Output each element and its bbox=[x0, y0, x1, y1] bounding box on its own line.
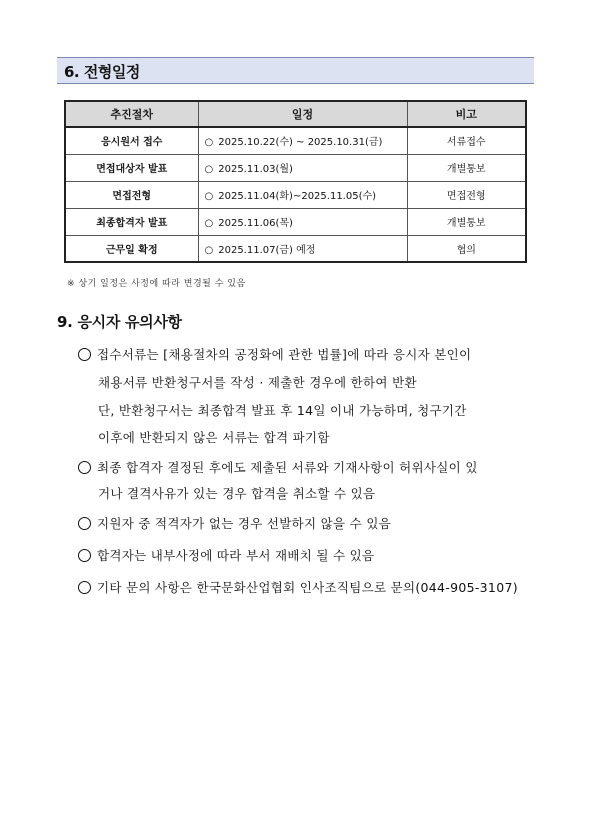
row-date bbox=[198, 127, 407, 154]
table-header-row bbox=[65, 101, 526, 127]
table-row bbox=[65, 127, 526, 154]
schedule-table bbox=[64, 100, 527, 263]
row-date bbox=[198, 208, 407, 235]
circle-bullet-icon bbox=[78, 348, 91, 361]
header-date: 일정 bbox=[198, 101, 407, 127]
header-note: 비고 bbox=[407, 101, 526, 127]
table-row bbox=[65, 154, 526, 181]
row-note: 개별통보 bbox=[407, 154, 526, 181]
circle-bullet-icon bbox=[78, 461, 91, 474]
note-item-1 bbox=[78, 344, 471, 366]
note-line: 이후에 반환되지 않은 서류는 합격 파기함 bbox=[98, 430, 330, 445]
date-text: 2025.11.07(금) 예정 bbox=[218, 244, 316, 256]
row-step: 면접대상자 발표 bbox=[65, 154, 198, 181]
bullet-circle: ○ bbox=[204, 191, 214, 202]
row-note: 개별통보 bbox=[407, 208, 526, 235]
row-note: 면접전형 bbox=[407, 181, 526, 208]
table-row bbox=[65, 235, 526, 262]
row-date bbox=[198, 154, 407, 181]
note-item-2 bbox=[78, 457, 478, 479]
section-6-title: 6. 전형일정 bbox=[64, 63, 140, 81]
row-note: 서류접수 bbox=[407, 127, 526, 154]
table-row bbox=[65, 208, 526, 235]
row-date bbox=[198, 181, 407, 208]
row-step: 면접전형 bbox=[65, 181, 198, 208]
circle-bullet-icon bbox=[78, 549, 91, 562]
circle-bullet-icon bbox=[78, 517, 91, 530]
schedule-footnote: ※ 상기 일정은 사정에 따라 변경될 수 있음 bbox=[67, 279, 246, 289]
bullet-circle: ○ bbox=[204, 137, 214, 149]
note-text: 합격자는 내부사정에 따라 부서 재배치 될 수 있음 bbox=[97, 548, 375, 563]
note-text: 기타 문의 사항은 한국문화산업협회 인사조직팀으로 문의(044-905-3107) bbox=[97, 580, 518, 595]
circle-bullet-icon bbox=[78, 581, 91, 594]
table-row bbox=[65, 181, 526, 208]
note-item-5 bbox=[78, 577, 518, 599]
row-note: 협의 bbox=[407, 235, 526, 262]
bullet-circle: ○ bbox=[204, 244, 214, 256]
header-step: 추진절차 bbox=[65, 101, 198, 127]
date-text: 2025.10.22(수) ~ 2025.10.31(금) bbox=[218, 137, 383, 149]
note-line: 거나 결격사유가 있는 경우 합격을 취소할 수 있음 bbox=[98, 486, 376, 501]
bullet-circle: ○ bbox=[204, 164, 214, 175]
note-text: 접수서류는 [채용절차의 공정화에 관한 법률]에 따라 응시자 본인이 bbox=[97, 347, 472, 362]
row-step: 최종합격자 발표 bbox=[65, 208, 198, 235]
bullet-circle: ○ bbox=[204, 218, 214, 229]
row-step: 근무일 확정 bbox=[65, 235, 198, 262]
note-item-4 bbox=[78, 545, 374, 567]
note-line: 단, 반환청구서는 최종합격 발표 후 14일 이내 가능하며, 청구기간 bbox=[98, 403, 467, 418]
note-item-3 bbox=[78, 513, 391, 535]
date-text: 2025.11.03(월) bbox=[218, 164, 293, 175]
row-date bbox=[198, 235, 407, 262]
section-9-title: 9. 응시자 유의사항 bbox=[57, 313, 182, 331]
row-step: 응시원서 접수 bbox=[65, 127, 198, 154]
date-text: 2025.11.06(목) bbox=[218, 218, 293, 229]
note-text: 지원자 중 적격자가 없는 경우 선발하지 않을 수 있음 bbox=[97, 516, 392, 531]
note-text: 최종 합격자 결정된 후에도 제출된 서류와 기재사항이 허위사실이 있 bbox=[97, 460, 478, 475]
section-6-header bbox=[57, 57, 534, 84]
date-text: 2025.11.04(화)~2025.11.05(수) bbox=[218, 191, 377, 202]
note-line: 채용서류 반환청구서를 작성 · 제출한 경우에 한하여 반환 bbox=[98, 375, 417, 390]
